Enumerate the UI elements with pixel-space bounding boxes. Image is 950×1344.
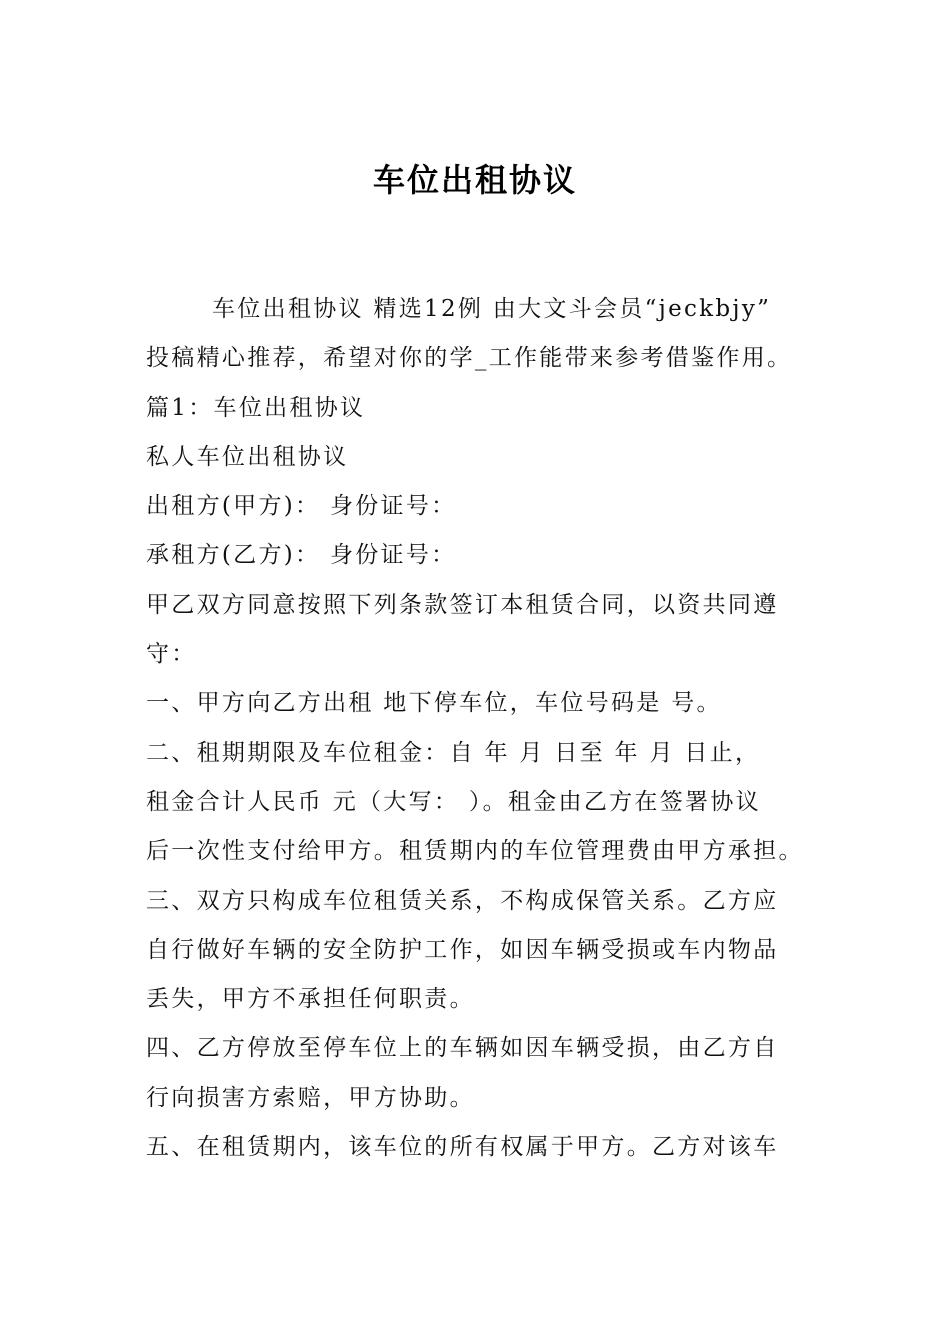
document-title: 车位出租协议	[372, 161, 577, 199]
clause-2-line-3: 后一次性支付给甲方。租赁期内的车位管理费由甲方承担。	[146, 838, 804, 865]
lessee-line: 承租方(乙方)： 身份证号：	[146, 542, 457, 569]
clause-3-line-3: 丢失，甲方不承担任何职责。	[146, 986, 475, 1013]
preamble-line-2: 守：	[146, 641, 197, 668]
agreement-subtitle: 私人车位出租协议	[146, 443, 349, 470]
intro-line-1: 车位出租协议 精选12例 由大文斗会员“jeckbjy”	[212, 296, 772, 322]
intro-line-2: 投稿精心推荐，希望对你的学_工作能带来参考借鉴作用。	[146, 345, 793, 372]
clause-2-line-2: 租金合计人民币 元（大写： ）。租金由乙方在签署协议	[146, 788, 761, 815]
clause-3-line-1: 三、双方只构成车位租赁关系，不构成保管关系。乙方应	[146, 887, 779, 914]
clause-4-line-1: 四、乙方停放至停车位上的车辆如因车辆受损，由乙方自	[146, 1035, 779, 1062]
preamble-line-1: 甲乙双方同意按照下列条款签订本租赁合同，以资共同遵	[146, 591, 779, 618]
section-heading: 篇1：车位出租协议	[146, 394, 366, 421]
clause-4-line-2: 行向损害方索赔，甲方协助。	[146, 1084, 475, 1111]
clause-2-line-1: 二、租期期限及车位租金：自 年 月 日至 年 月 日止，	[146, 739, 761, 766]
clause-5-line-1: 五、在租赁期内，该车位的所有权属于甲方。乙方对该车	[146, 1134, 779, 1161]
clause-3-line-2: 自行做好车辆的安全防护工作，如因车辆受损或车内物品	[146, 936, 779, 963]
clause-1-line-1: 一、甲方向乙方出租 地下停车位，车位号码是 号。	[146, 690, 722, 717]
lessor-line: 出租方(甲方)： 身份证号：	[146, 493, 457, 520]
document-body	[146, 285, 806, 1172]
